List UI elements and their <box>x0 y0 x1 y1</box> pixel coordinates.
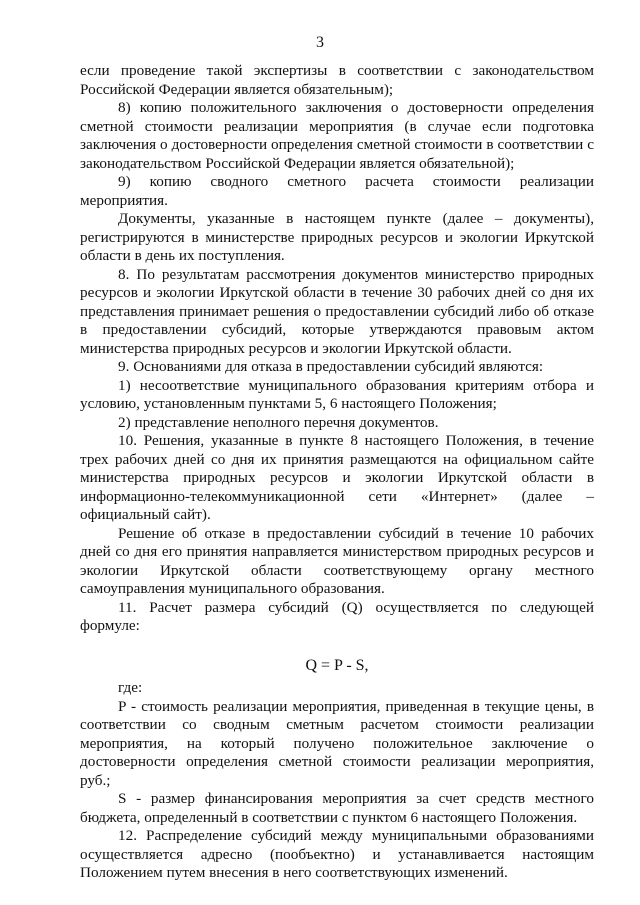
paragraph-definition-p: P - стоимость реализации мероприятия, приведенная в текущие цены, в соответствии со сводным сметным расчетом стоимости реализации мероприятия, на который получено положительное заключение о достоверности определения сметной стоимости реализации мероприятия, руб.; <box>80 697 594 789</box>
paragraph-continuation: если проведение такой экспертизы в соответствии с законодательством Российской Федерации является обязательным); <box>80 62 594 98</box>
paragraph-clause-8: 8. По результатам рассмотрения документов министерство природных ресурсов и экологии Иркутской области в течение 30 рабочих дней со дня их представления принимает решения о предоставлении субсидий либо об отказе в предоставлении субсидий, которые утверждаются правовым актом министерства природных ресурсов и экологии Иркутской области. <box>80 265 594 357</box>
paragraph-refusal-decision: Решение об отказе в предоставлении субсидий в течение 10 рабочих дней со дня его принятия направляется министерством природных ресурсов и экологии Иркутской области соответствующему органу местного самоуправления муниципального образования. <box>80 524 594 597</box>
paragraph-definition-s: S - размер финансирования мероприятия за счет средств местного бюджета, определенный в соответствии с пунктом 6 настоящего Положения. <box>80 790 594 826</box>
paragraph-clause-9: 9. Основаниями для отказа в предоставлении субсидий являются: <box>118 358 544 375</box>
paragraph-clause-10: 10. Решения, указанные в пункте 8 настоящего Положения, в течение трех рабочих дней со дня их принятия размещаются на официальном сайте министерства природных ресурсов и экологии Иркутской области в информационно-телекоммуникационной сети «Интернет» (далее – официальный сайт). <box>80 432 594 523</box>
paragraph-clause-11: 11. Расчет размера субсидий (Q) осуществляется по следующей формуле: <box>80 598 594 634</box>
document-body <box>80 62 594 883</box>
paragraph-where: где: <box>118 679 143 696</box>
paragraph-item-8: 8) копию положительного заключения о достоверности определения сметной стоимости реализации мероприятия (в случае если подготовка заключения о достоверности определения сметной стоимости в соответствии с законодательством Российской Федерации является обязательной); <box>80 99 594 172</box>
paragraph-refusal-reason-2: 2) представление неполного перечня документов. <box>118 413 439 431</box>
page-number: 3 <box>316 34 324 51</box>
paragraph-documents-registration: Документы, указанные в настоящем пункте (далее – документы), регистрируются в министерстве природных ресурсов и экологии Иркутской области в день их поступления. <box>80 210 594 264</box>
paragraph-item-9: 9) копию сводного сметного расчета стоимости реализации мероприятия. <box>80 173 594 209</box>
paragraph-refusal-reason-1: 1) несоответствие муниципального образования критериям отбора и условию, установленным пунктами 5, 6 настоящего Положения; <box>80 376 594 412</box>
formula: Q = P - S, <box>305 656 369 674</box>
paragraph-clause-12: 12. Распределение субсидий между муниципальными образованиями осуществляется адресно (пообъектно) и устанавливается настоящим Положением путем внесения в него соответствующих изменений. <box>80 827 594 881</box>
